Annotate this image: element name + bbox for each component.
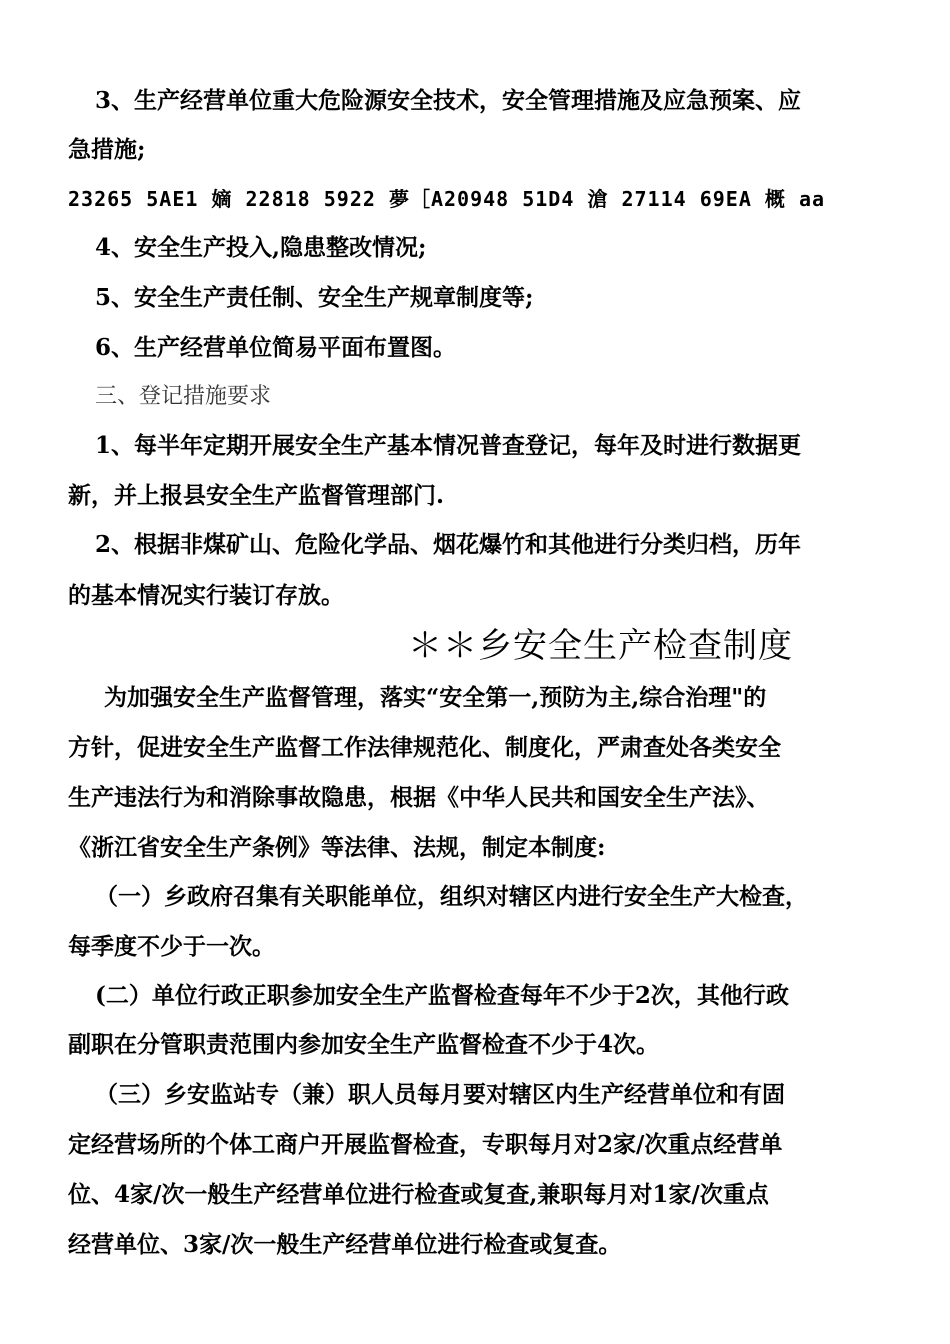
text-line: 急措施;: [68, 136, 146, 163]
text-line: (二）单位行政正职参加安全生产监督检查每年不少于2次，其他行政: [95, 982, 789, 1009]
text-line: 经营单位、3家/次一般生产经营单位进行检查或复查。: [68, 1231, 622, 1258]
text-line: 定经营场所的个体工商户开展监督检查，专职每月对2家/次重点经营单: [68, 1131, 783, 1158]
text-line: 方针，促进安全生产监督工作法律规范化、制度化，严肃查处各类安全: [68, 734, 781, 761]
section-heading: 三、登记措施要求: [95, 384, 272, 409]
document-title: ＊＊乡安全生产检查制度: [408, 626, 793, 666]
text-line: 位、4家/次一般生产经营单位进行检查或复查,兼职每月对1家/次重点: [68, 1181, 769, 1208]
text-line: 2、根据非煤矿山、危险化学品、烟花爆竹和其他进行分类归档，历年: [95, 531, 802, 558]
text-line: 《浙江省安全生产条例》等法律、法规，制定本制度:: [68, 834, 606, 861]
text-line: 5、安全生产责任制、安全生产规章制度等;: [95, 284, 534, 311]
text-line: 为加强安全生产监督管理，落实“安全第一,预防为主,综合治理"的: [104, 684, 767, 711]
text-line: （三）乡安监站专（兼）职人员每月要对辖区内生产经营单位和有固: [95, 1081, 785, 1108]
text-line: 的基本情况实行装订存放。: [68, 582, 344, 609]
text-line: 3、生产经营单位重大危险源安全技术，安全管理措施及应急预案、应: [95, 87, 802, 114]
garbled-text-line: 23265 5AE1 嫡 22818 5922 夢［A20948 51D4 滄 27114 69EA 概 aa: [68, 187, 826, 211]
text-line: 每季度不少于一次。: [68, 933, 275, 960]
text-line: 新，并上报县安全生产监督管理部门.: [68, 482, 445, 509]
text-line: 4、安全生产投入,隐患整改情况;: [95, 234, 427, 261]
text-line: 副职在分管职责范围内参加安全生产监督检查不少于4次。: [68, 1031, 660, 1058]
text-line: 6、生产经营单位简易平面布置图。: [95, 334, 457, 361]
text-line: 生产违法行为和消除事故隐患，根据《中华人民共和国安全生产法》、: [68, 784, 770, 811]
text-line: 1、每半年定期开展安全生产基本情况普查登记，每年及时进行数据更: [95, 432, 802, 459]
text-line: （一）乡政府召集有关职能单位，组织对辖区内进行安全生产大检查，: [95, 883, 808, 910]
